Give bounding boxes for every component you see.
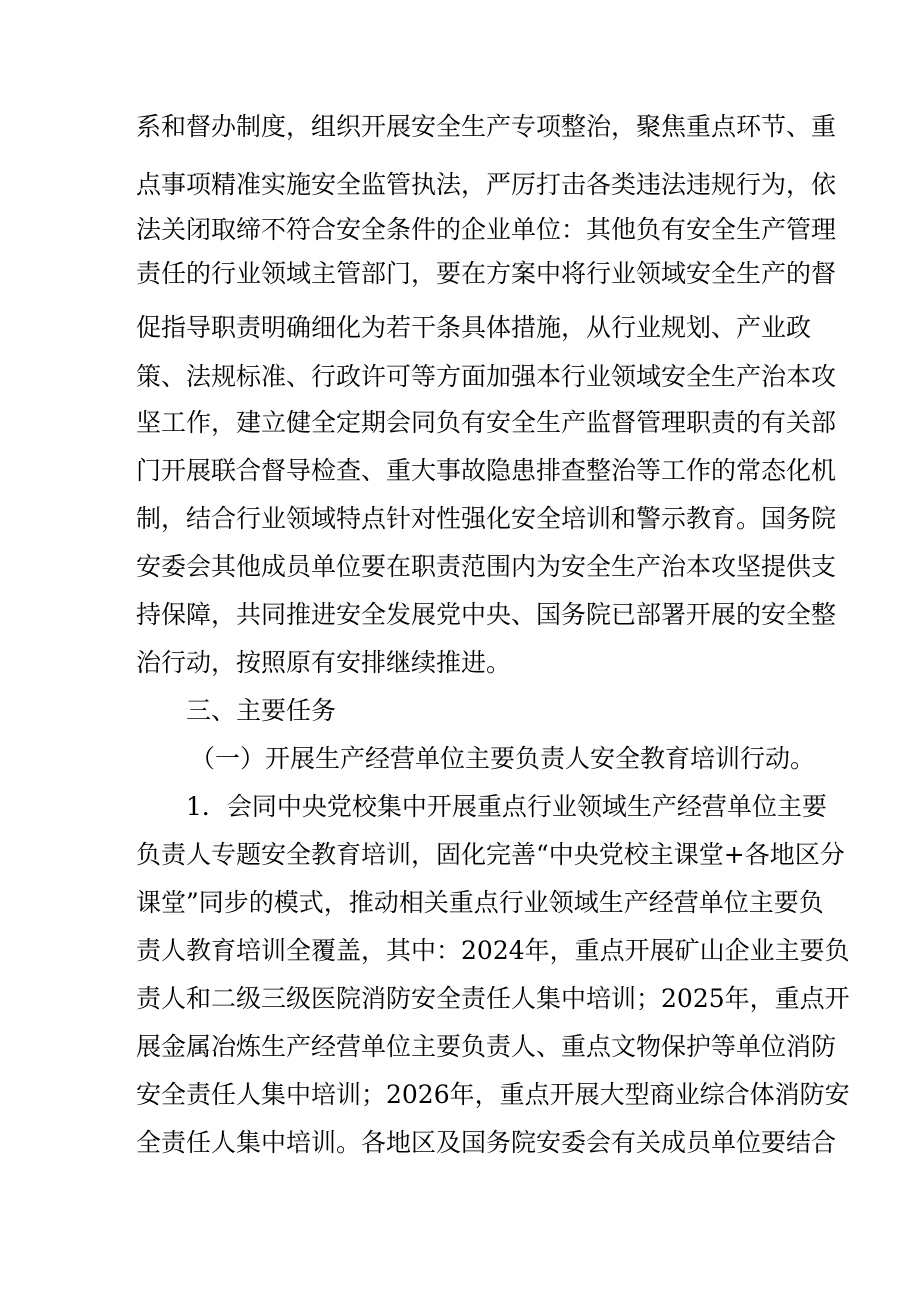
body-text-line: 责人和二级三级医院消防安全责任人集中培训；2025年，重点开 [136, 984, 850, 1013]
body-text-line: 门开展联合督导检查、重大事故隐患排查整治等工作的常态化机 [136, 456, 837, 485]
body-text-line: 坚工作，建立健全定期会同负有安全生产监督管理职责的有关部 [136, 408, 837, 437]
body-text-line: 制，结合行业领域特点针对性强化安全培训和警示教育。国务院 [136, 504, 837, 533]
body-text-line: 系和督办制度，组织开展安全生产专项整治，聚焦重点环节、重 [136, 112, 837, 141]
body-text-line: 责人教育培训全覆盖，其中：2024年，重点开展矿山企业主要负 [136, 936, 850, 965]
subsection-heading: （一）开展生产经营单位主要负责人安全教育培训行动。 [190, 744, 816, 773]
body-text-line: 全责任人集中培训。各地区及国务院安委会有关成员单位要结合 [136, 1128, 837, 1157]
body-text-line: 展金属冶炼生产经营单位主要负责人、重点文物保护等单位消防 [136, 1032, 837, 1061]
body-text-line: 策、法规标准、行政许可等方面加强本行业领域安全生产治本攻 [136, 362, 837, 391]
body-text-line: 1．会同中央党校集中开展重点行业领域生产经营单位主要 [186, 792, 827, 821]
body-text-line: 安全责任人集中培训；2026年，重点开展大型商业综合体消防安 [136, 1080, 850, 1109]
body-text-line: 促指导职责明确细化为若干条具体措施，从行业规划、产业政 [136, 313, 812, 342]
body-text-line: 负责人专题安全教育培训，固化完善“中央党校主课堂+各地区分 [136, 840, 845, 869]
body-text-line: 治行动，按照原有安排继续推进。 [136, 648, 512, 677]
body-text-line: 点事项精准实施安全监管执法，严厉打击各类违法违规行为，依 [136, 170, 837, 199]
body-text-line: 安委会其他成员单位要在职责范围内为安全生产治本攻坚提供支 [136, 552, 837, 581]
body-text-line: 课堂”同步的模式，推动相关重点行业领域生产经营单位主要负 [136, 888, 824, 917]
body-text-line: 责任的行业领域主管部门，要在方案中将行业领域安全生产的督 [136, 259, 837, 288]
body-text-line: 法关闭取缔不符合安全条件的企业单位：其他负有安全生产管理 [136, 215, 837, 244]
section-heading: 三、主要任务 [186, 696, 337, 725]
body-text-line: 持保障，共同推进安全发展党中央、国务院已部署开展的安全整 [136, 600, 837, 629]
